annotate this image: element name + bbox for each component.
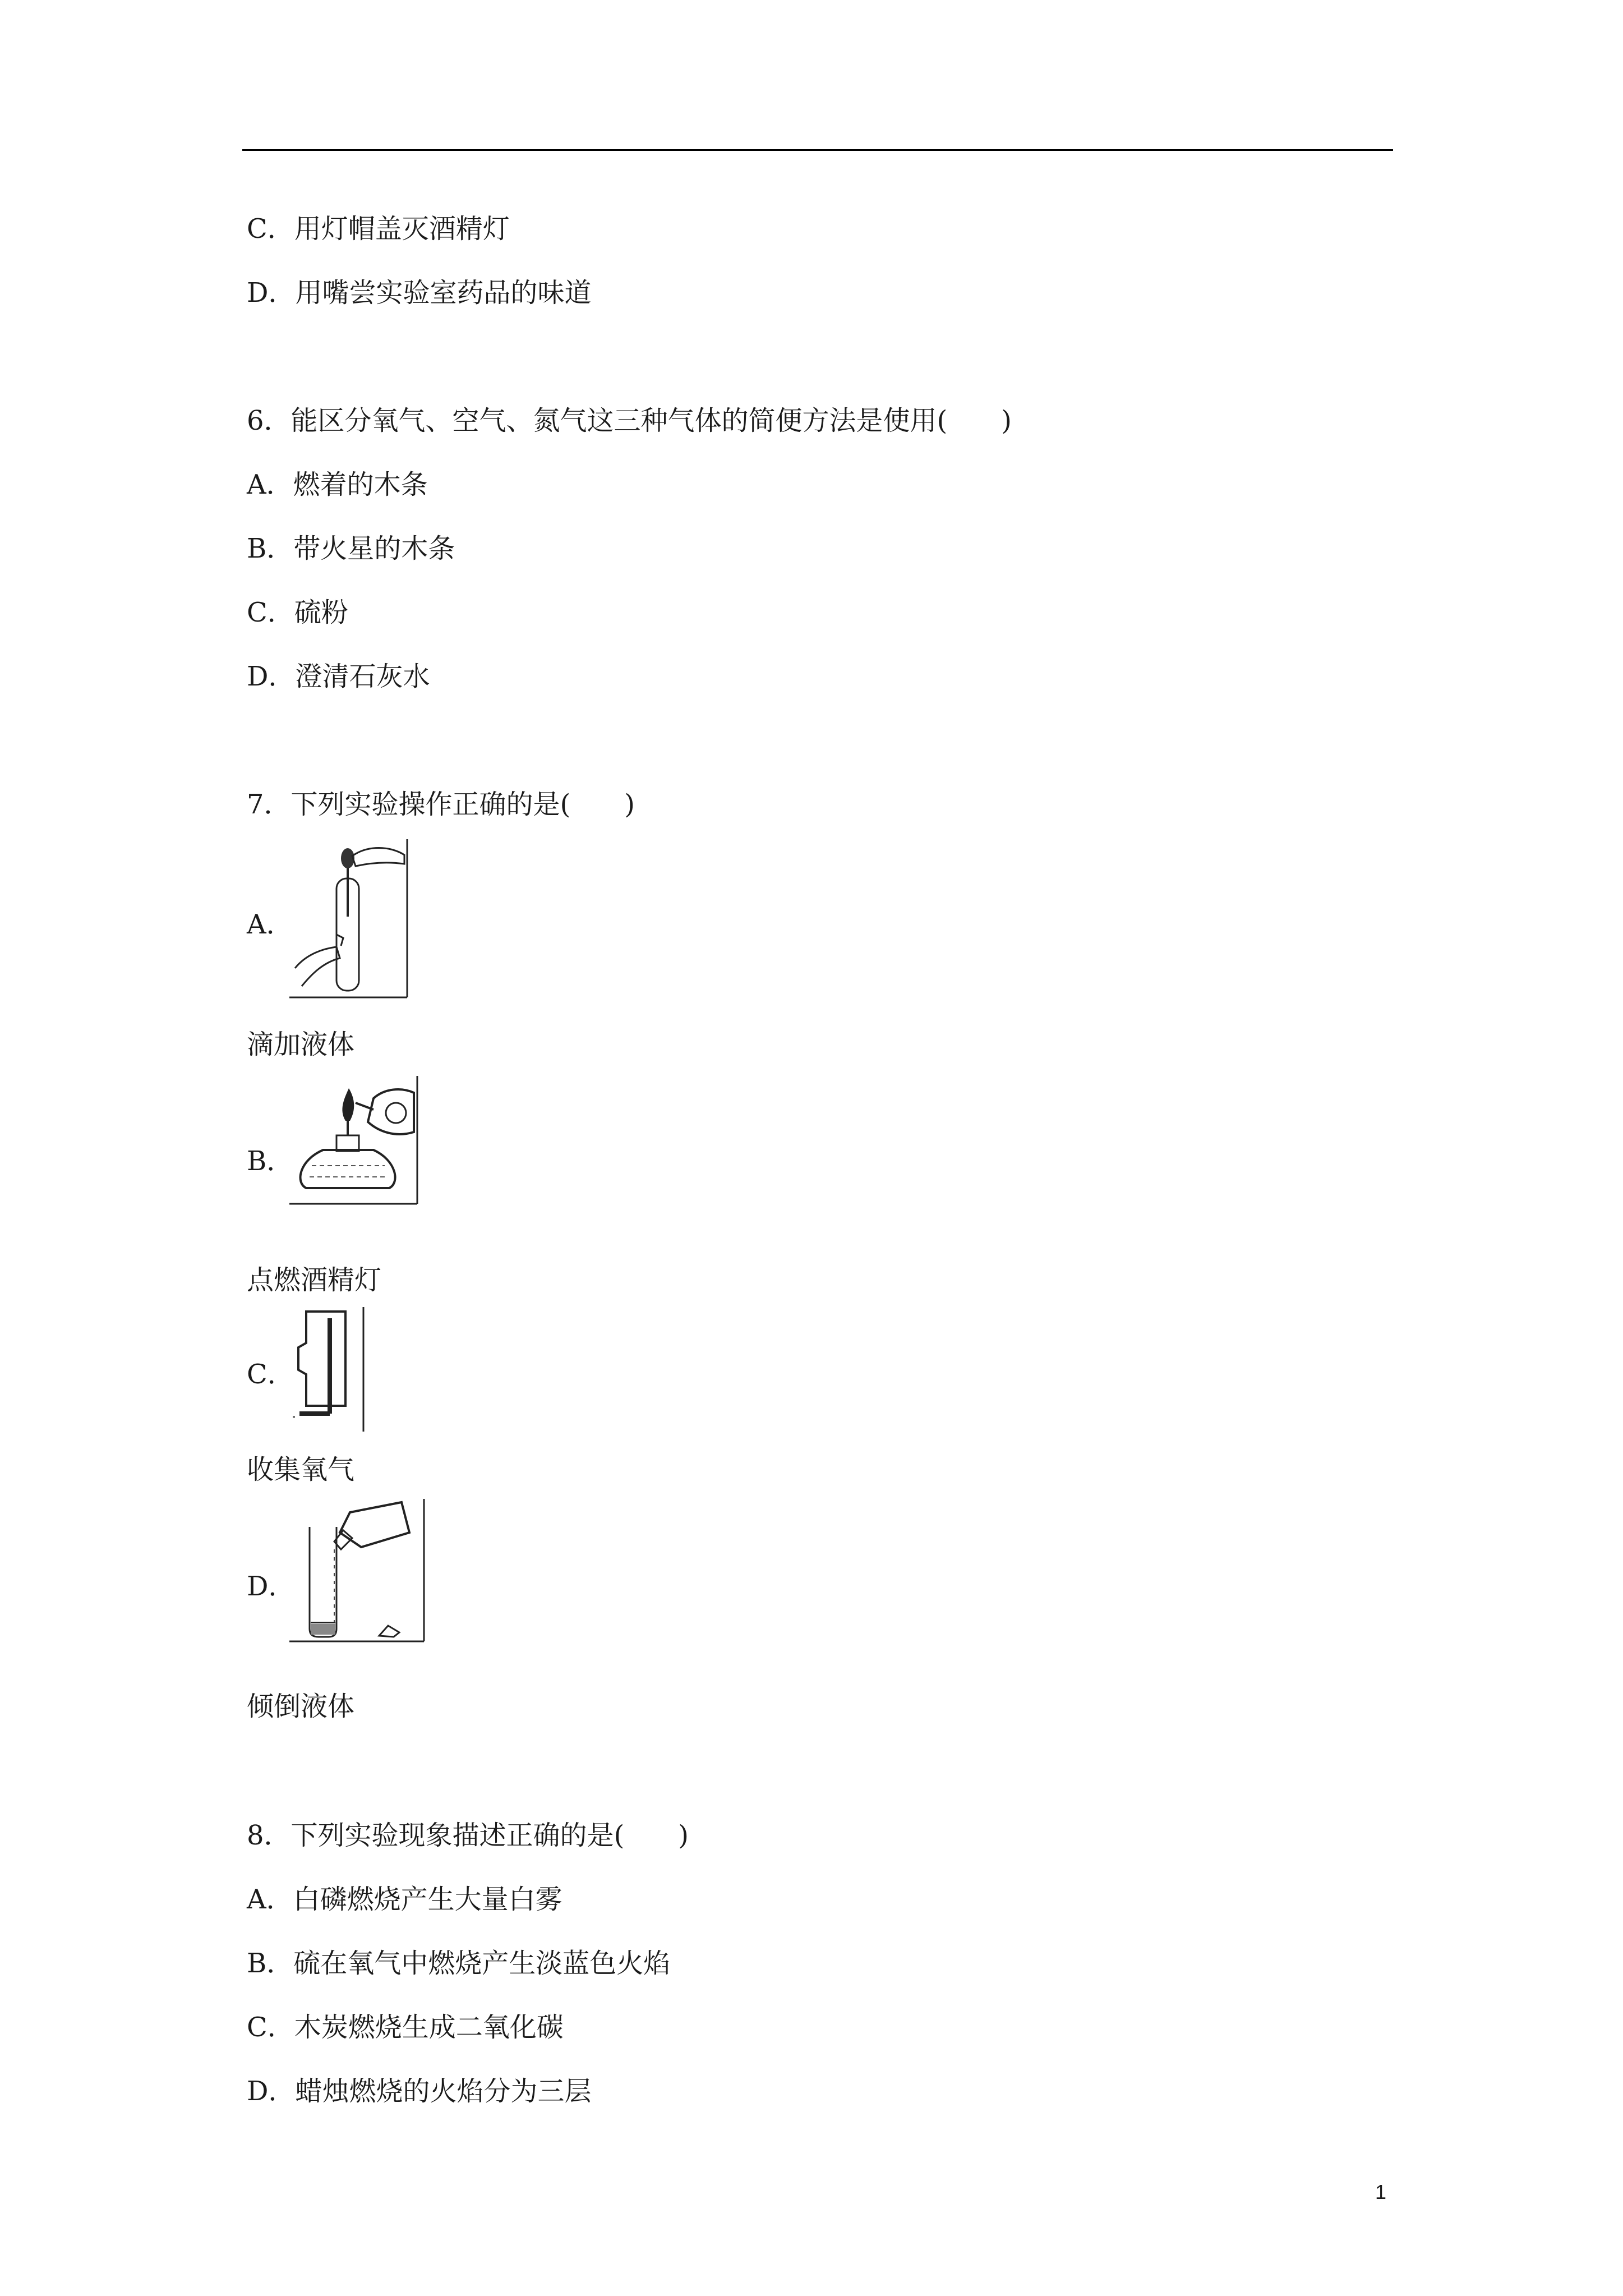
pouring-liquid-figure (289, 1499, 426, 1642)
q8-option-c: C．木炭燃烧生成二氧化碳 (247, 2012, 564, 2043)
q7-option-d-caption: 倾倒液体 (247, 1691, 355, 1722)
q7-option-b-letter: B． (247, 1145, 294, 1177)
q8-option-a: A．白磷燃烧产生大量白雾 (247, 1884, 562, 1915)
q6-option-d: D．澄清石灰水 (247, 661, 430, 692)
q7-option-c-letter: C． (247, 1359, 294, 1390)
dropper-figure (289, 839, 414, 999)
oxygen-collection-figure (289, 1307, 366, 1433)
q7-option-d-letter: D． (247, 1571, 296, 1602)
page-number: 1 (1375, 2180, 1387, 2203)
q7-option-a-letter: A． (247, 909, 293, 940)
q5-option-c: C．用灯帽盖灭酒精灯 (247, 213, 510, 245)
q8-stem: 8．下列实验现象描述正确的是( ) (247, 1820, 689, 1851)
q7-option-b-caption: 点燃酒精灯 (247, 1264, 382, 1296)
q7-option-a-caption: 滴加液体 (247, 1029, 355, 1060)
q8-option-d: D．蜡烛燃烧的火焰分为三层 (247, 2076, 592, 2107)
q6-stem: 6．能区分氧气、空气、氮气这三种气体的简便方法是使用( ) (247, 405, 1012, 436)
q7-stem: 7．下列实验操作正确的是( ) (247, 789, 635, 820)
q8-option-b: B．硫在氧气中燃烧产生淡蓝色火焰 (247, 1948, 671, 1979)
header-rule (242, 149, 1393, 151)
q6-option-a: A．燃着的木条 (247, 469, 428, 500)
q6-option-c: C．硫粉 (247, 597, 348, 628)
q7-option-c-caption: 收集氧气 (247, 1454, 355, 1485)
q6-option-b: B．带火星的木条 (247, 533, 455, 564)
q5-option-d: D．用嘴尝实验室药品的味道 (247, 277, 592, 309)
alcohol-lamp-figure (289, 1076, 422, 1205)
